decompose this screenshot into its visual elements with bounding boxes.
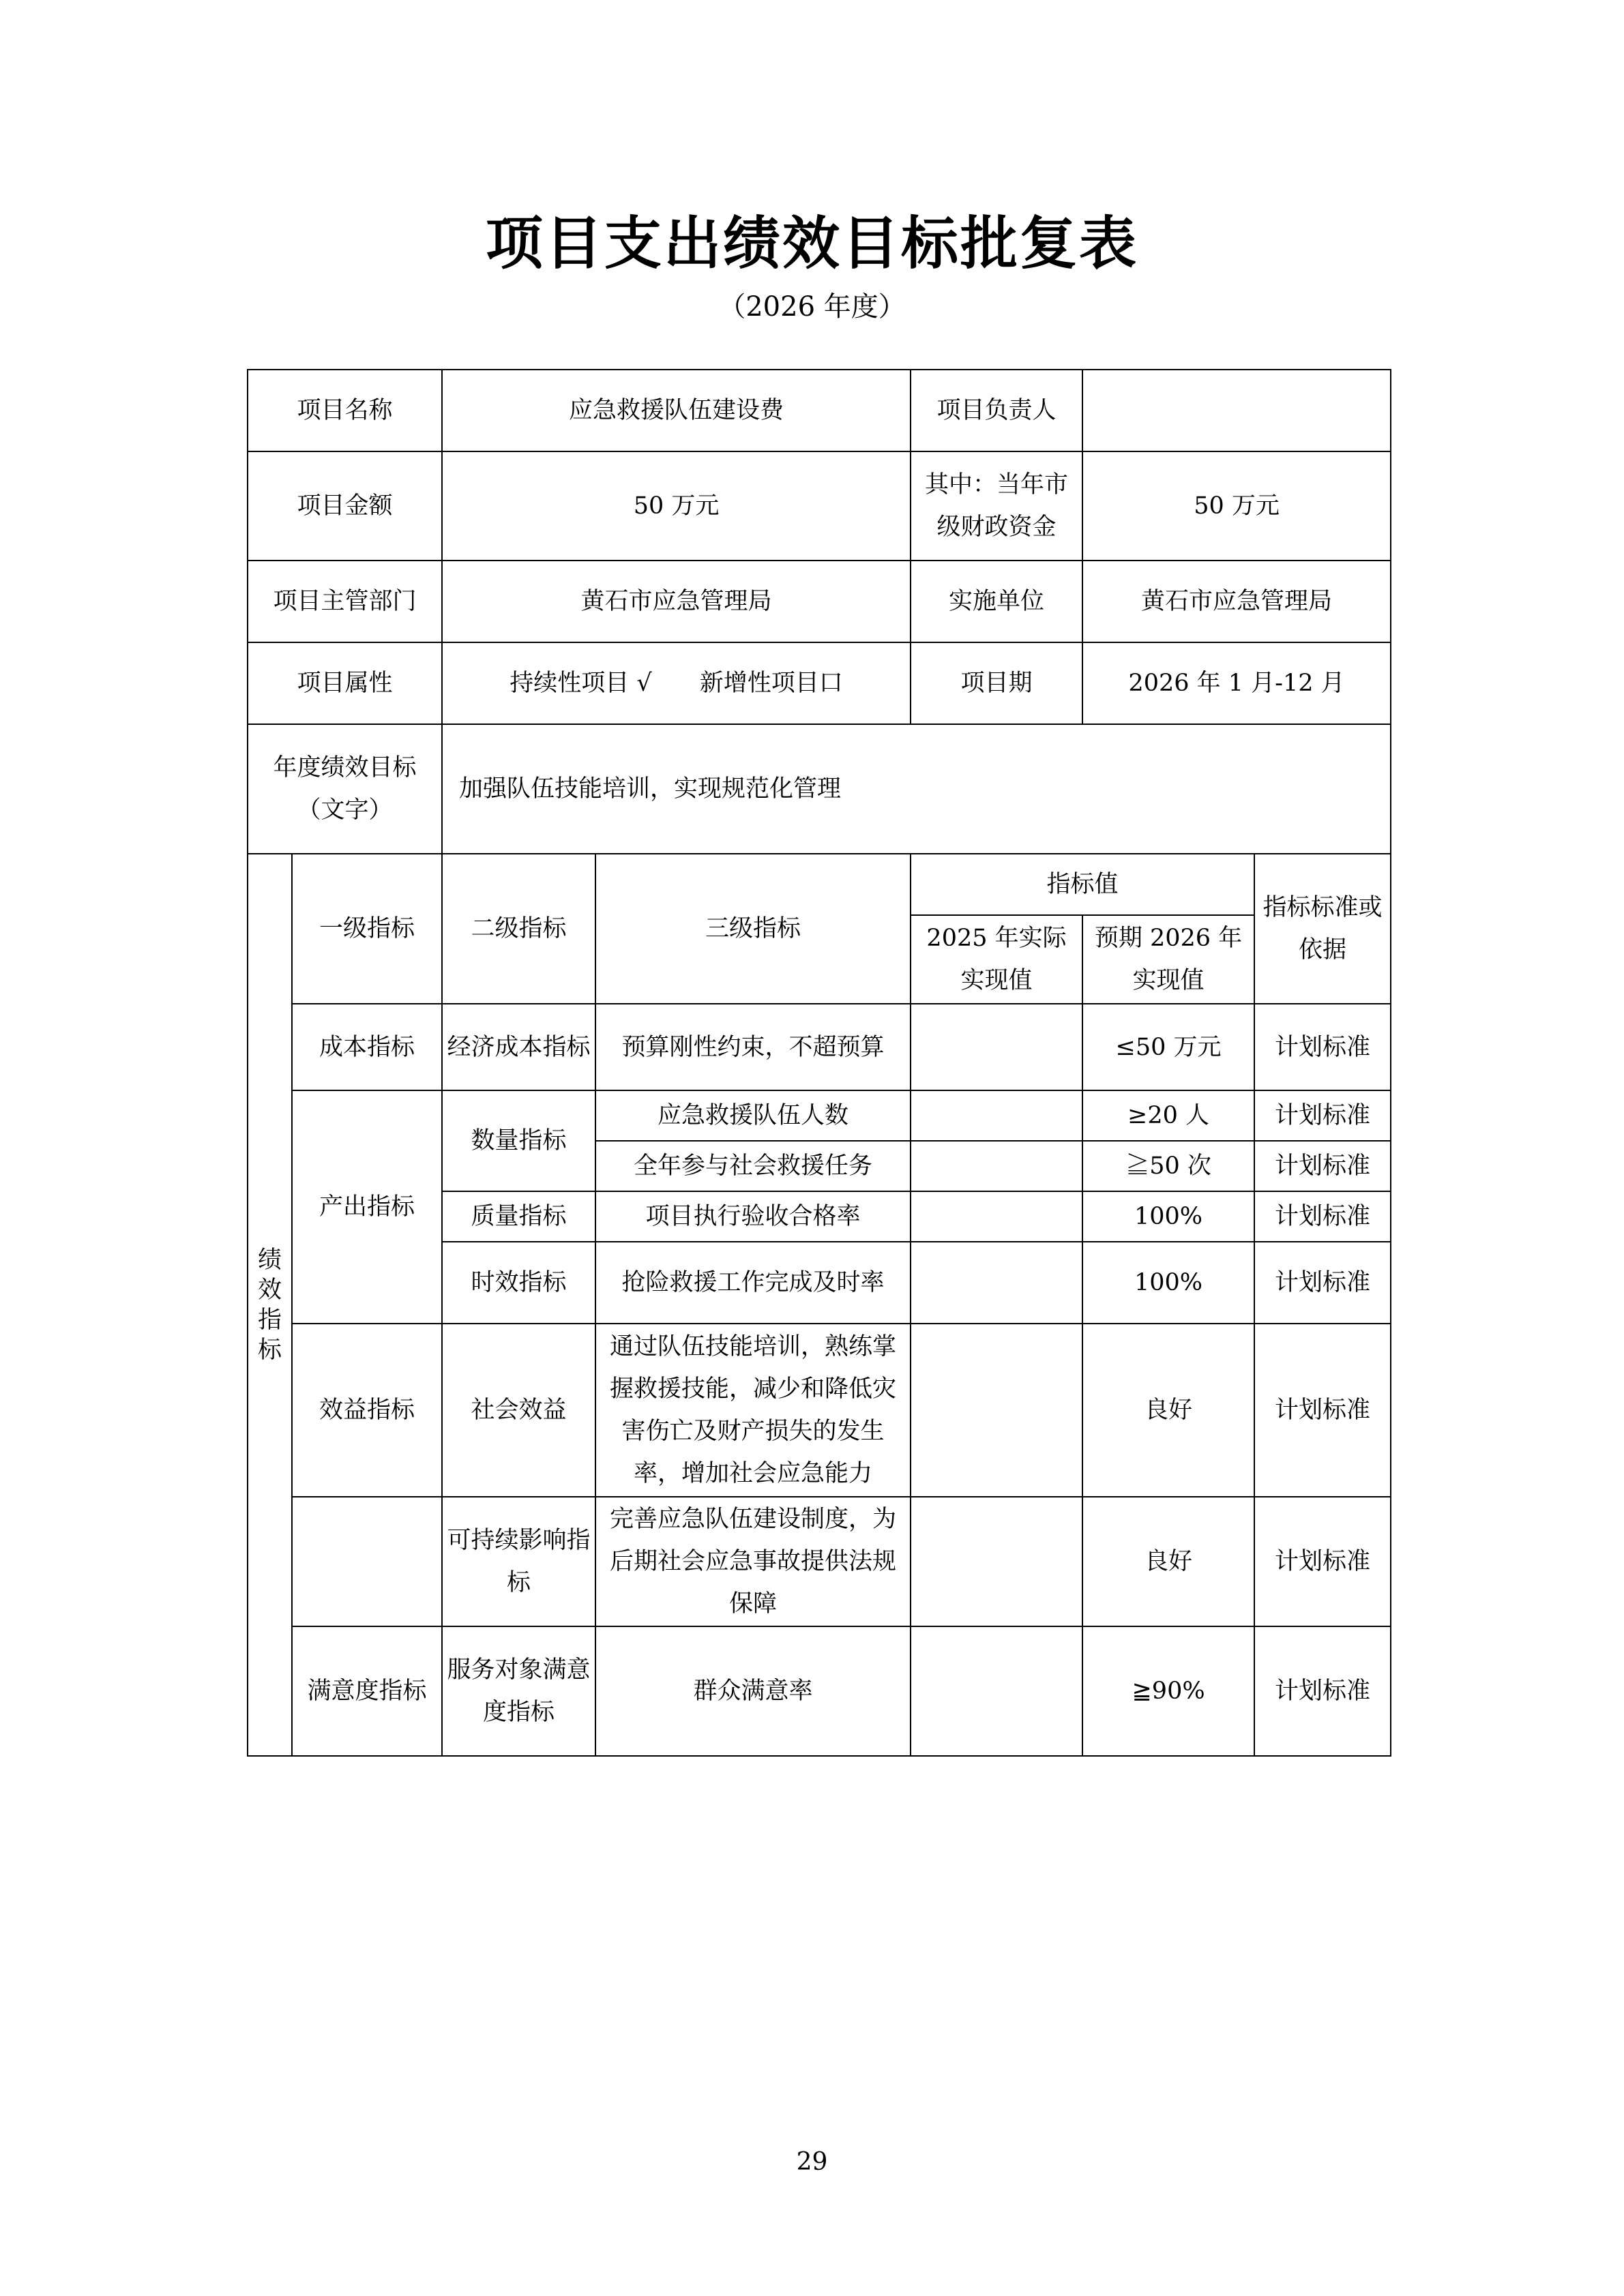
level2-cell: 可持续影响指标	[442, 1497, 595, 1626]
actual-cell	[911, 1004, 1082, 1090]
actual-cell	[911, 1626, 1082, 1756]
table-row	[248, 1324, 1391, 1497]
level3-cell: 抢险救援工作完成及时率	[595, 1242, 911, 1324]
header-actual-2025: 2025 年实际实现值	[911, 915, 1082, 1004]
level1-cell: 成本指标	[292, 1004, 442, 1090]
standard-cell: 计划标准	[1254, 1004, 1391, 1090]
level1-cell: 产出指标	[292, 1090, 442, 1324]
info-row-goal	[248, 724, 1391, 854]
attr-value: 持续性项目 √ 新增性项目口	[442, 642, 911, 724]
amount-value: 50 万元	[442, 451, 911, 561]
leader-label: 项目负责人	[911, 370, 1082, 451]
standard-cell: 计划标准	[1254, 1090, 1391, 1141]
table-row	[248, 1004, 1391, 1090]
impl-label: 实施单位	[911, 561, 1082, 642]
header-level1: 一级指标	[292, 854, 442, 1004]
level1-cell: 效益指标	[292, 1324, 442, 1497]
info-row-amount	[248, 451, 1391, 561]
level3-cell: 项目执行验收合格率	[595, 1191, 911, 1242]
level3-cell: 完善应急队伍建设制度，为后期社会应急事故提供法规保障	[595, 1497, 911, 1626]
standard-cell: 计划标准	[1254, 1242, 1391, 1324]
expected-cell: 100%	[1082, 1191, 1254, 1242]
expected-cell: ≧90%	[1082, 1626, 1254, 1756]
impl-value: 黄石市应急管理局	[1082, 561, 1391, 642]
level3-cell: 应急救援队伍人数	[595, 1090, 911, 1141]
approval-table	[247, 369, 1391, 1757]
goal-label: 年度绩效目标（文字）	[248, 724, 442, 854]
header-value: 指标值	[911, 854, 1254, 915]
dept-value: 黄石市应急管理局	[442, 561, 911, 642]
expected-cell: ≧50 次	[1082, 1141, 1254, 1191]
actual-cell	[911, 1191, 1082, 1242]
expected-cell: 良好	[1082, 1324, 1254, 1497]
standard-cell: 计划标准	[1254, 1324, 1391, 1497]
actual-cell	[911, 1497, 1082, 1626]
goal-value: 加强队伍技能培训，实现规范化管理	[442, 724, 1391, 854]
expected-cell: ≤50 万元	[1082, 1004, 1254, 1090]
fund-value: 50 万元	[1082, 451, 1391, 561]
period-label: 项目期	[911, 642, 1082, 724]
level2-cell: 社会效益	[442, 1324, 595, 1497]
fund-label: 其中：当年市级财政资金	[911, 451, 1082, 561]
performance-indicator-label	[248, 854, 292, 1756]
level1-cell: 满意度指标	[292, 1626, 442, 1756]
header-level3: 三级指标	[595, 854, 911, 1004]
indicator-header-row	[248, 854, 1391, 915]
level3-cell: 全年参与社会救援任务	[595, 1141, 911, 1191]
actual-cell	[911, 1141, 1082, 1191]
level3-cell: 群众满意率	[595, 1626, 911, 1756]
standard-cell: 计划标准	[1254, 1191, 1391, 1242]
standard-cell: 计划标准	[1254, 1141, 1391, 1191]
level2-cell: 质量指标	[442, 1191, 595, 1242]
level3-cell: 通过队伍技能培训，熟练掌握救援技能，减少和降低灾害伤亡及财产损失的发生率，增加社会应急能力	[595, 1324, 911, 1497]
page-subtitle: （2026 年度）	[718, 291, 906, 323]
page-title: 项目支出绩效目标批复表	[485, 210, 1138, 277]
actual-cell	[911, 1324, 1082, 1497]
header-expected-2026: 预期 2026 年实现值	[1082, 915, 1254, 1004]
actual-cell	[911, 1242, 1082, 1324]
page-number: 29	[796, 2148, 828, 2176]
header-level2: 二级指标	[442, 854, 595, 1004]
project-name-value: 应急救援队伍建设费	[442, 370, 911, 451]
project-name-label: 项目名称	[248, 370, 442, 451]
attr-label: 项目属性	[248, 642, 442, 724]
level3-cell: 预算刚性约束，不超预算	[595, 1004, 911, 1090]
level2-cell: 数量指标	[442, 1090, 595, 1191]
info-row-attr	[248, 642, 1391, 724]
table-row	[248, 1626, 1391, 1756]
level2-cell: 时效指标	[442, 1242, 595, 1324]
level2-cell: 经济成本指标	[442, 1004, 595, 1090]
leader-value	[1082, 370, 1391, 451]
info-row-dept	[248, 561, 1391, 642]
info-row-name	[248, 370, 1391, 451]
level2-cell: 服务对象满意度指标	[442, 1626, 595, 1756]
actual-cell	[911, 1090, 1082, 1141]
level1-cell	[292, 1497, 442, 1626]
standard-cell: 计划标准	[1254, 1626, 1391, 1756]
table-row	[248, 1497, 1391, 1626]
standard-cell: 计划标准	[1254, 1497, 1391, 1626]
expected-cell: ≥20 人	[1082, 1090, 1254, 1141]
amount-label: 项目金额	[248, 451, 442, 561]
expected-cell: 良好	[1082, 1497, 1254, 1626]
dept-label: 项目主管部门	[248, 561, 442, 642]
header-standard: 指标标准或依据	[1254, 854, 1391, 1004]
period-value: 2026 年 1 月-12 月	[1082, 642, 1391, 724]
performance-indicator-text: 绩效指标	[257, 1246, 282, 1364]
table-row	[248, 1090, 1391, 1141]
expected-cell: 100%	[1082, 1242, 1254, 1324]
